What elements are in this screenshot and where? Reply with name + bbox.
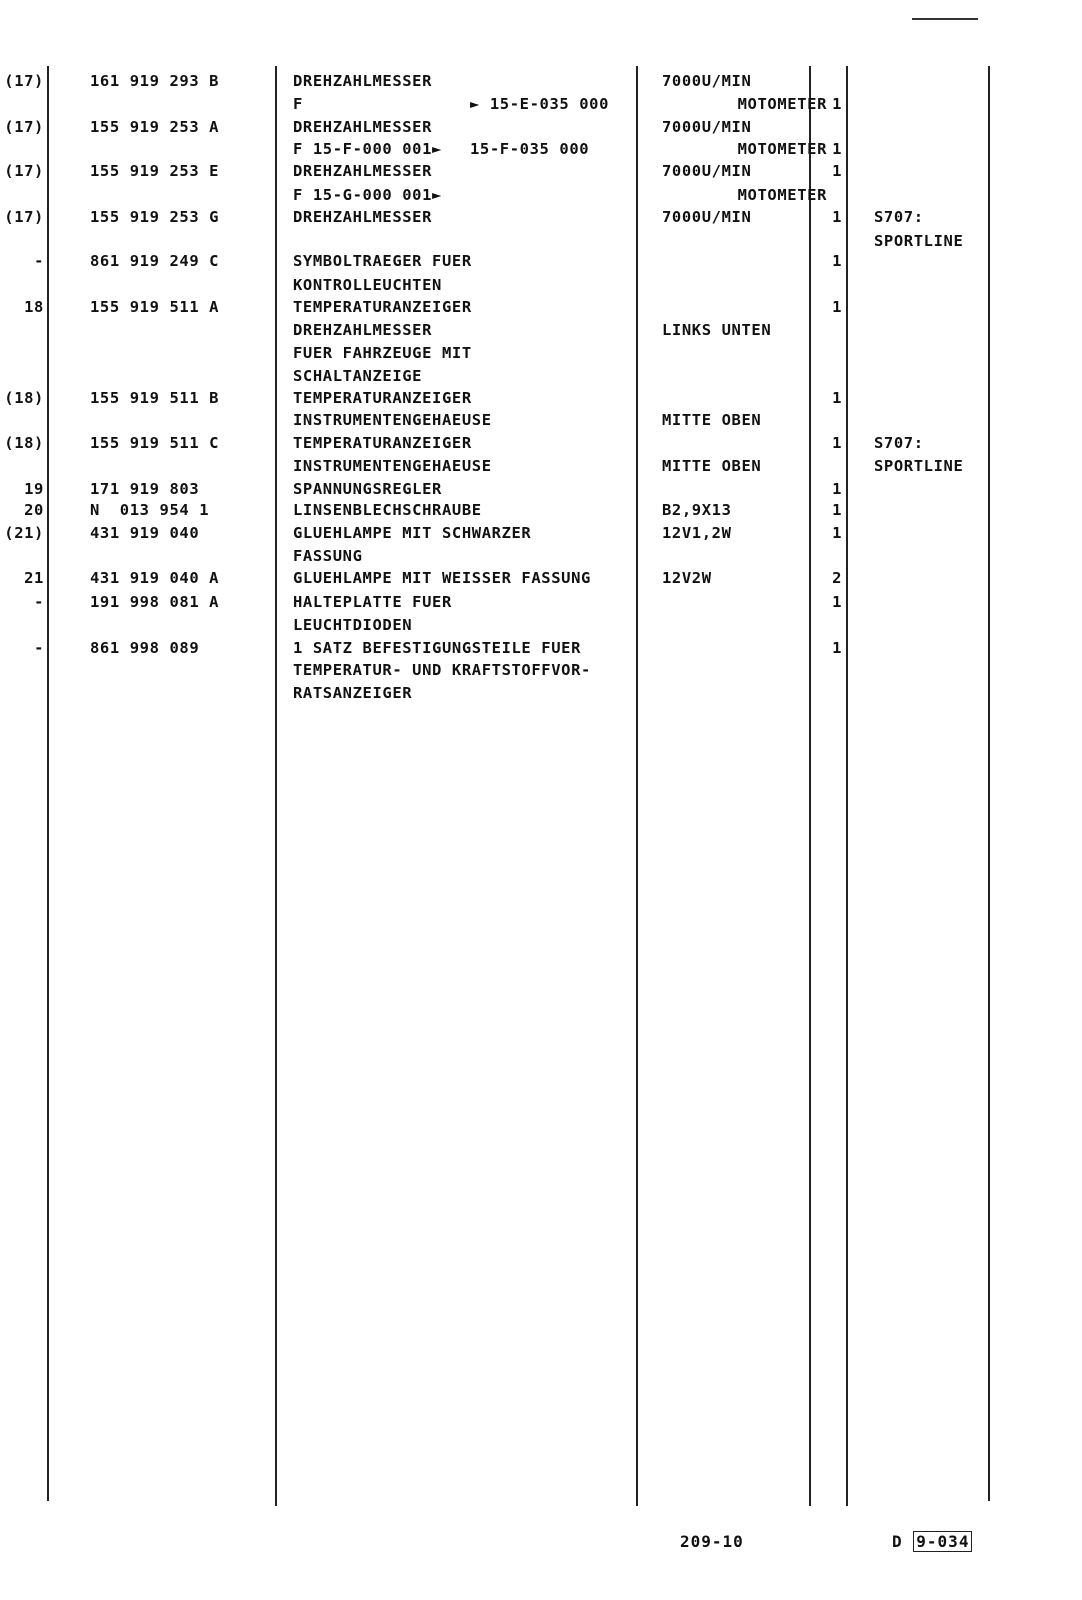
table-row <box>0 639 1082 662</box>
table-row <box>0 411 1082 434</box>
description: INSTRUMENTENGEHAEUSE <box>293 457 492 475</box>
section-code: 9-034 <box>913 1531 972 1552</box>
description: RATSANZEIGER <box>293 684 413 702</box>
quantity: 1 <box>832 434 842 452</box>
description: DREHZAHLMESSER <box>293 118 433 136</box>
note: S707: <box>874 434 924 452</box>
description: DREHZAHLMESSER <box>293 162 433 180</box>
table-row <box>0 118 1082 141</box>
table-row <box>0 524 1082 547</box>
position-number: (18) <box>4 434 44 452</box>
description: TEMPERATURANZEIGER <box>293 298 472 316</box>
section-reference <box>892 1532 972 1551</box>
table-row <box>0 186 1082 209</box>
remark: 7000U/MIN <box>662 162 752 180</box>
quantity: 1 <box>832 162 842 180</box>
table-row <box>0 298 1082 321</box>
quantity: 1 <box>832 639 842 657</box>
description: INSTRUMENTENGEHAEUSE <box>293 411 492 429</box>
quantity: 1 <box>832 593 842 611</box>
table-row <box>0 569 1082 592</box>
remark: B2,9X13 <box>662 501 732 519</box>
section-prefix: D <box>892 1532 903 1551</box>
table-row <box>0 501 1082 524</box>
table-row <box>0 344 1082 367</box>
table-row <box>0 480 1082 503</box>
description: LINSENBLECHSCHRAUBE <box>293 501 482 519</box>
part-number: 155 919 511 B <box>90 389 220 407</box>
table-row <box>0 434 1082 457</box>
description: TEMPERATUR- UND KRAFTSTOFFVOR- <box>293 661 591 679</box>
description: GLUEHLAMPE MIT SCHWARZER <box>293 524 532 542</box>
part-number: 155 919 253 A <box>90 118 220 136</box>
position-number: 19 <box>24 480 44 498</box>
table-row <box>0 252 1082 275</box>
remark: LINKS UNTEN <box>662 321 772 339</box>
position-number: (17) <box>4 208 44 226</box>
part-number: 171 919 803 <box>90 480 200 498</box>
table-row <box>0 208 1082 231</box>
remark: 7000U/MIN <box>662 72 752 90</box>
description: LEUCHTDIODEN <box>293 616 413 634</box>
description-range: ► 15-E-035 000 <box>470 95 610 113</box>
quantity: 1 <box>832 252 842 270</box>
quantity: 1 <box>832 208 842 226</box>
part-number: 155 919 511 A <box>90 298 220 316</box>
remark: 12V2W <box>662 569 712 587</box>
table-row <box>0 367 1082 390</box>
table-row <box>0 616 1082 639</box>
remark: MOTOMETER <box>737 95 827 113</box>
part-number: 155 919 253 G <box>90 208 220 226</box>
top-rule <box>912 18 978 20</box>
description: DREHZAHLMESSER <box>293 321 433 339</box>
remark: MITTE OBEN <box>662 411 762 429</box>
table-row <box>0 389 1082 412</box>
part-number: 155 919 253 E <box>90 162 220 180</box>
position-number: (17) <box>4 162 44 180</box>
quantity: 1 <box>832 140 842 158</box>
description: TEMPERATURANZEIGER <box>293 389 472 407</box>
remark: MOTOMETER <box>737 186 827 204</box>
description: FASSUNG <box>293 547 363 565</box>
description: GLUEHLAMPE MIT WEISSER FASSUNG <box>293 569 591 587</box>
note: SPORTLINE <box>874 232 964 250</box>
part-number: 155 919 511 C <box>90 434 220 452</box>
position-number: 18 <box>24 298 44 316</box>
table-row <box>0 95 1082 118</box>
part-number: 861 998 089 <box>90 639 200 657</box>
description: SPANNUNGSREGLER <box>293 480 442 498</box>
table-row <box>0 276 1082 299</box>
position-number: (21) <box>4 524 44 542</box>
description: DREHZAHLMESSER <box>293 208 433 226</box>
table-row <box>0 72 1082 95</box>
position-number: (17) <box>4 72 44 90</box>
quantity: 1 <box>832 501 842 519</box>
description: FUER FAHRZEUGE MIT <box>293 344 472 362</box>
quantity: 1 <box>832 480 842 498</box>
remark: 7000U/MIN <box>662 118 752 136</box>
part-number: 161 919 293 B <box>90 72 220 90</box>
table-row <box>0 684 1082 707</box>
table-row <box>0 140 1082 163</box>
position-number: (17) <box>4 118 44 136</box>
table-row <box>0 162 1082 185</box>
description: F <box>293 95 303 113</box>
note: S707: <box>874 208 924 226</box>
description: 1 SATZ BEFESTIGUNGSTEILE FUER <box>293 639 582 657</box>
position-number: - <box>34 252 44 270</box>
description: HALTEPLATTE FUER <box>293 593 452 611</box>
quantity: 1 <box>832 298 842 316</box>
quantity: 1 <box>832 524 842 542</box>
quantity: 1 <box>832 389 842 407</box>
position-number: - <box>34 639 44 657</box>
description: TEMPERATURANZEIGER <box>293 434 472 452</box>
part-number: 431 919 040 <box>90 524 200 542</box>
quantity: 2 <box>832 569 842 587</box>
description: SCHALTANZEIGE <box>293 367 423 385</box>
table-row <box>0 457 1082 480</box>
remark: 7000U/MIN <box>662 208 752 226</box>
part-number: 191 998 081 A <box>90 593 220 611</box>
description-range: 15-F-035 000 <box>470 140 590 158</box>
description: KONTROLLEUCHTEN <box>293 276 442 294</box>
description: DREHZAHLMESSER <box>293 72 433 90</box>
table-row <box>0 321 1082 344</box>
position-number: 20 <box>24 501 44 519</box>
remark: MITTE OBEN <box>662 457 762 475</box>
part-number: 861 919 249 C <box>90 252 220 270</box>
position-number: 21 <box>24 569 44 587</box>
description: SYMBOLTRAEGER FUER <box>293 252 472 270</box>
description: F 15-G-000 001► <box>293 186 442 204</box>
table-row <box>0 547 1082 570</box>
quantity: 1 <box>832 95 842 113</box>
page-number: 209-10 <box>680 1532 744 1551</box>
position-number: (18) <box>4 389 44 407</box>
table-row <box>0 593 1082 616</box>
position-number: - <box>34 593 44 611</box>
description: F 15-F-000 001► <box>293 140 442 158</box>
remark: MOTOMETER <box>737 140 827 158</box>
part-number: 431 919 040 A <box>90 569 220 587</box>
note: SPORTLINE <box>874 457 964 475</box>
table-row <box>0 661 1082 684</box>
part-number: N 013 954 1 <box>90 501 210 519</box>
remark: 12V1,2W <box>662 524 732 542</box>
